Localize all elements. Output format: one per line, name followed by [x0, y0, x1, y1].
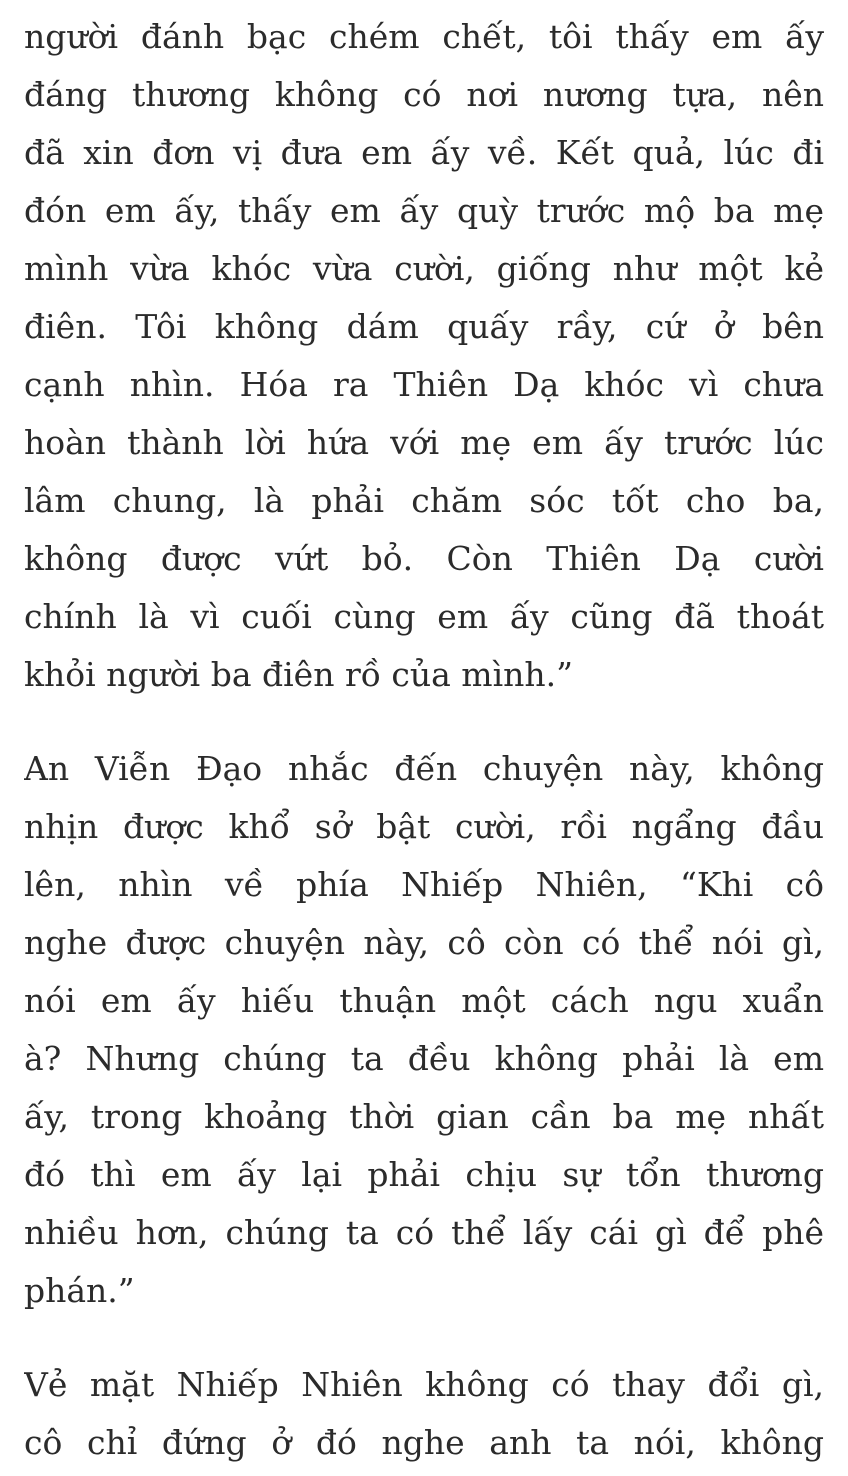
text-line: nghe được chuyện này, cô còn có thể nói gì,: [24, 923, 824, 962]
text-line: đã xin đơn vị đưa em ấy về. Kết quả, lúc đi: [24, 133, 824, 172]
text-line: nhịn được khổ sở bật cười, rồi ngẩng đầu: [24, 807, 824, 846]
text-line: Vẻ mặt Nhiếp Nhiên không có thay đổi gì,: [24, 1365, 824, 1404]
text-line: đáng thương không có nơi nương tựa, nên: [24, 75, 824, 114]
text-line: điên. Tôi không dám quấy rầy, cứ ở bên: [24, 307, 824, 346]
text-line: đó thì em ấy lại phải chịu sự tổn thương: [24, 1155, 824, 1194]
text-line: không được vứt bỏ. Còn Thiên Dạ cười: [24, 539, 824, 578]
text-line: mình vừa khóc vừa cười, giống như một kẻ: [24, 249, 824, 288]
text-line: đón em ấy, thấy em ấy quỳ trước mộ ba mẹ: [24, 191, 824, 230]
text-line: An Viễn Đạo nhắc đến chuyện này, không: [24, 749, 824, 788]
text-line: hoàn thành lời hứa với mẹ em ấy trước lúc: [24, 423, 824, 462]
text-line: người đánh bạc chém chết, tôi thấy em ấy: [24, 17, 824, 56]
text-line: nhiều hơn, chúng ta có thể lấy cái gì để phê: [24, 1213, 824, 1252]
text-line: nói em ấy hiếu thuận một cách ngu xuẩn: [24, 981, 824, 1020]
text-line: cô chỉ đứng ở đó nghe anh ta nói, không: [24, 1423, 824, 1462]
text-line: phán.”: [24, 1271, 135, 1310]
text-line: lâm chung, là phải chăm sóc tốt cho ba,: [24, 481, 824, 520]
text-line: à? Nhưng chúng ta đều không phải là em: [24, 1039, 824, 1078]
text-line: khỏi người ba điên rồ của mình.”: [24, 655, 574, 694]
text-line: ấy, trong khoảng thời gian cần ba mẹ nhất: [24, 1097, 824, 1136]
text-line: lên, nhìn về phía Nhiếp Nhiên, “Khi cô: [24, 865, 824, 904]
text-line: cạnh nhìn. Hóa ra Thiên Dạ khóc vì chưa: [24, 365, 824, 404]
text-line: chính là vì cuối cùng em ấy cũng đã thoát: [24, 597, 824, 636]
